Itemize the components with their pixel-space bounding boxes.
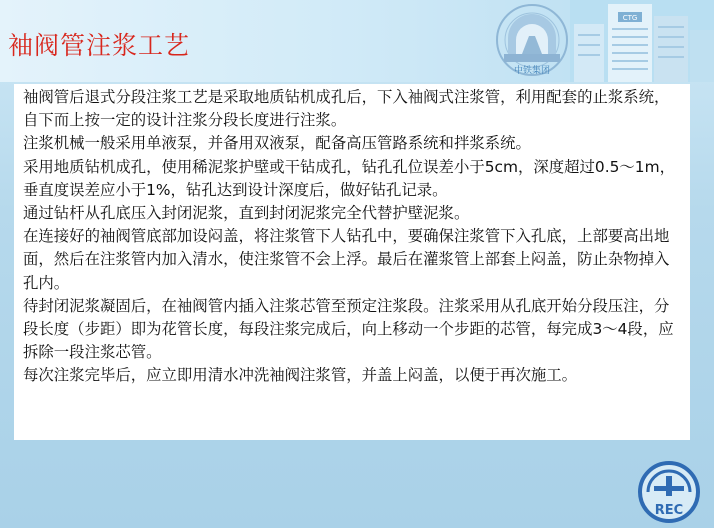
rec-logo: [628, 458, 710, 524]
paragraph: 在连接好的袖阀管底部加设闷盖，将注浆管下人钻孔中，要确保注浆管下入孔底，上部要高出地面，然后在注浆管内加入清水，使注浆管不会上浮。最后在灌浆管上部套上闷盖，防止杂物掉入孔内。: [23, 227, 670, 292]
paragraph: 袖阀管后退式分段注浆工艺是采取地质钻机成孔后，下入袖阀式注浆管，利用配套的止浆系统，自下而上按一定的设计注浆分段长度进行注浆。: [23, 88, 670, 130]
company-logo: [492, 2, 572, 80]
paragraph: 待封闭泥浆凝固后，在袖阀管内插入注浆芯管至预定注浆段。注浆采用从孔底开始分段压注，分段长度（步距）即为花管长度，每段注浆完成后，向上移动一个步距的芯管，每完成3～4段，应拆除一段注浆芯管。: [23, 296, 674, 362]
buildings-image: [570, 0, 714, 82]
building-sign: CTG: [622, 14, 638, 22]
paragraph: 采用地质钻机成孔，使用稀泥浆护壁或干钻成孔，钻孔孔位误差小于5cm，深度超过0.5～1m，垂直度误差应小于1%，钻孔达到设计深度后，做好钻孔记录。: [23, 157, 675, 199]
paragraph: 通过钻杆从孔底压入封闭泥浆，直到封闭泥浆完全代替护壁泥浆。: [23, 204, 470, 223]
paragraph: 注浆机械一般采用单液泵，并备用双液泵，配备高压管路系统和拌浆系统。: [23, 134, 531, 153]
paragraph: 每次注浆完毕后，应立即用清水冲洗袖阀注浆管，并盖上闷盖，以便于再次施工。: [23, 366, 578, 385]
slide-title: 袖阀管注浆工艺: [8, 31, 191, 60]
logo-text: 中铁集团: [513, 66, 551, 76]
content-box: [14, 84, 690, 440]
rec-logo-text: REC: [654, 503, 684, 518]
paragraph-list: [14, 84, 690, 388]
